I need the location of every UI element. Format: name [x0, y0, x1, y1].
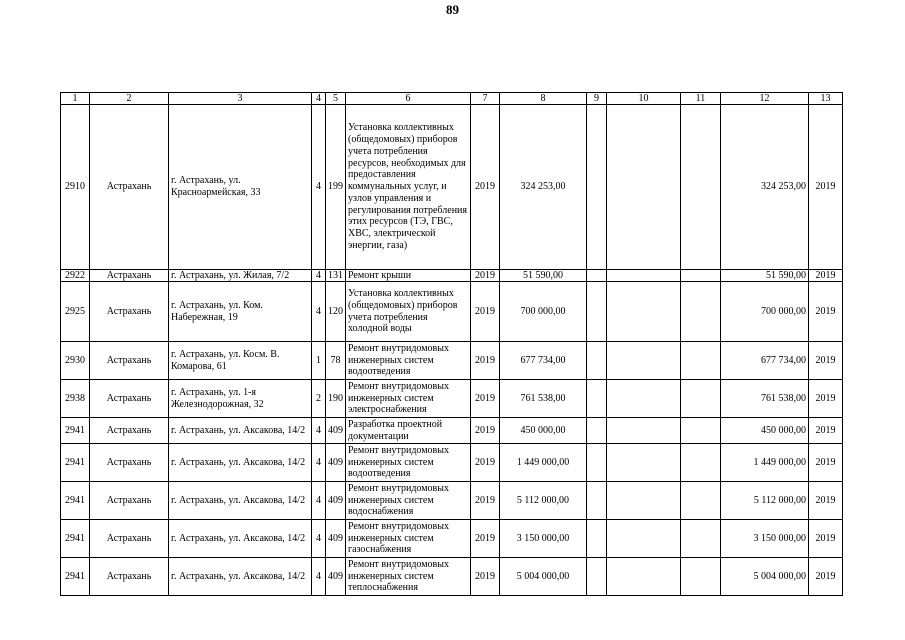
cost: 761 538,00	[500, 380, 587, 418]
address: г. Астрахань, ул. 1-я Железнодорожная, 32	[169, 380, 312, 418]
address: г. Астрахань, ул. Аксакова, 14/2	[169, 482, 312, 520]
work-type: Ремонт внутридомовых инженерных систем теплоснабжения	[346, 558, 471, 596]
total: 677 734,00	[721, 342, 809, 380]
column-header: 5	[326, 93, 346, 105]
city: Астрахань	[90, 558, 169, 596]
col9-value	[587, 270, 607, 282]
capital-repair-table	[60, 92, 843, 596]
cost: 1 449 000,00	[500, 444, 587, 482]
col5-value: 190	[326, 380, 346, 418]
year: 2019	[471, 418, 500, 444]
col10-value	[607, 558, 681, 596]
table-row	[61, 282, 843, 342]
object-id: 2925	[61, 282, 90, 342]
cost: 450 000,00	[500, 418, 587, 444]
floors: 4	[312, 558, 326, 596]
floors: 4	[312, 444, 326, 482]
column-header: 4	[312, 93, 326, 105]
table-row	[61, 482, 843, 520]
city: Астрахань	[90, 520, 169, 558]
work-type: Разработка проектной документации	[346, 418, 471, 444]
year-end: 2019	[809, 418, 843, 444]
year-end: 2019	[809, 342, 843, 380]
cost: 3 150 000,00	[500, 520, 587, 558]
table-row	[61, 342, 843, 380]
col10-value	[607, 282, 681, 342]
column-header: 1	[61, 93, 90, 105]
cost: 5 112 000,00	[500, 482, 587, 520]
page-number: 89	[446, 2, 459, 17]
object-id: 2941	[61, 482, 90, 520]
total: 324 253,00	[721, 105, 809, 270]
table-row	[61, 105, 843, 270]
col10-value	[607, 105, 681, 270]
total: 700 000,00	[721, 282, 809, 342]
object-id: 2922	[61, 270, 90, 282]
object-id: 2941	[61, 418, 90, 444]
address: г. Астрахань, ул. Аксакова, 14/2	[169, 558, 312, 596]
object-id: 2910	[61, 105, 90, 270]
col9-value	[587, 342, 607, 380]
work-type: Ремонт внутридомовых инженерных систем электроснабжения	[346, 380, 471, 418]
year-end: 2019	[809, 444, 843, 482]
year: 2019	[471, 380, 500, 418]
header-row	[61, 93, 843, 105]
work-type: Ремонт внутридомовых инженерных систем газоснабжения	[346, 520, 471, 558]
object-id: 2941	[61, 520, 90, 558]
year-end: 2019	[809, 520, 843, 558]
column-header: 8	[500, 93, 587, 105]
total: 450 000,00	[721, 418, 809, 444]
col9-value	[587, 558, 607, 596]
column-header: 6	[346, 93, 471, 105]
address: г. Астрахань, ул. Аксакова, 14/2	[169, 520, 312, 558]
column-header: 12	[721, 93, 809, 105]
year-end: 2019	[809, 558, 843, 596]
col5-value: 131	[326, 270, 346, 282]
floors: 4	[312, 282, 326, 342]
column-header: 7	[471, 93, 500, 105]
cost: 677 734,00	[500, 342, 587, 380]
floors: 4	[312, 270, 326, 282]
col9-value	[587, 444, 607, 482]
floors: 4	[312, 482, 326, 520]
city: Астрахань	[90, 105, 169, 270]
work-type: Ремонт внутридомовых инженерных систем водоотведения	[346, 444, 471, 482]
work-type: Ремонт крыши	[346, 270, 471, 282]
table-row	[61, 270, 843, 282]
column-header: 11	[681, 93, 721, 105]
city: Астрахань	[90, 270, 169, 282]
city: Астрахань	[90, 444, 169, 482]
col9-value	[587, 282, 607, 342]
total: 51 590,00	[721, 270, 809, 282]
table-row	[61, 380, 843, 418]
cost: 700 000,00	[500, 282, 587, 342]
address: г. Астрахань, ул. Аксакова, 14/2	[169, 418, 312, 444]
year: 2019	[471, 270, 500, 282]
address: г. Астрахань, ул. Косм. В. Комарова, 61	[169, 342, 312, 380]
col11-value	[681, 380, 721, 418]
column-header: 3	[169, 93, 312, 105]
work-type: Ремонт внутридомовых инженерных систем водоснабжения	[346, 482, 471, 520]
floors: 4	[312, 520, 326, 558]
object-id: 2941	[61, 444, 90, 482]
year: 2019	[471, 482, 500, 520]
col5-value: 409	[326, 444, 346, 482]
col9-value	[587, 380, 607, 418]
col11-value	[681, 270, 721, 282]
col10-value	[607, 444, 681, 482]
city: Астрахань	[90, 482, 169, 520]
city: Астрахань	[90, 380, 169, 418]
year-end: 2019	[809, 105, 843, 270]
year: 2019	[471, 520, 500, 558]
cost: 324 253,00	[500, 105, 587, 270]
table-row	[61, 444, 843, 482]
col11-value	[681, 282, 721, 342]
city: Астрахань	[90, 418, 169, 444]
address: г. Астрахань, ул. Ком. Набережная, 19	[169, 282, 312, 342]
table-row	[61, 520, 843, 558]
total: 5 112 000,00	[721, 482, 809, 520]
col10-value	[607, 342, 681, 380]
floors: 2	[312, 380, 326, 418]
col9-value	[587, 482, 607, 520]
year: 2019	[471, 105, 500, 270]
col5-value: 199	[326, 105, 346, 270]
total: 761 538,00	[721, 380, 809, 418]
col9-value	[587, 105, 607, 270]
total: 1 449 000,00	[721, 444, 809, 482]
col5-value: 409	[326, 482, 346, 520]
col10-value	[607, 482, 681, 520]
year: 2019	[471, 282, 500, 342]
year: 2019	[471, 444, 500, 482]
col11-value	[681, 444, 721, 482]
year-end: 2019	[809, 282, 843, 342]
col11-value	[681, 105, 721, 270]
floors: 4	[312, 105, 326, 270]
col9-value	[587, 520, 607, 558]
column-header: 10	[607, 93, 681, 105]
total: 5 004 000,00	[721, 558, 809, 596]
column-header: 2	[90, 93, 169, 105]
floors: 4	[312, 418, 326, 444]
work-type: Ремонт внутридомовых инженерных систем водоотведения	[346, 342, 471, 380]
city: Астрахань	[90, 342, 169, 380]
column-header: 9	[587, 93, 607, 105]
work-type: Установка коллективных (общедомовых) приборов учета потребления ресурсов, необходимых для предоставления коммунальных услуг, и узлов управления и регулирования потребления этих ресурсов (ТЭ, ГВС, ХВС, электрической энергии, газа)	[346, 105, 471, 270]
col11-value	[681, 342, 721, 380]
city: Астрахань	[90, 282, 169, 342]
col10-value	[607, 520, 681, 558]
object-id: 2938	[61, 380, 90, 418]
col5-value: 409	[326, 520, 346, 558]
col9-value	[587, 418, 607, 444]
floors: 1	[312, 342, 326, 380]
col5-value: 409	[326, 558, 346, 596]
table-row	[61, 558, 843, 596]
col5-value: 409	[326, 418, 346, 444]
year-end: 2019	[809, 270, 843, 282]
cost: 51 590,00	[500, 270, 587, 282]
year-end: 2019	[809, 482, 843, 520]
address: г. Астрахань, ул. Красноармейская, 33	[169, 105, 312, 270]
address: г. Астрахань, ул. Аксакова, 14/2	[169, 444, 312, 482]
col10-value	[607, 380, 681, 418]
col11-value	[681, 558, 721, 596]
cost: 5 004 000,00	[500, 558, 587, 596]
year-end: 2019	[809, 380, 843, 418]
col10-value	[607, 270, 681, 282]
col11-value	[681, 482, 721, 520]
col5-value: 120	[326, 282, 346, 342]
object-id: 2930	[61, 342, 90, 380]
total: 3 150 000,00	[721, 520, 809, 558]
year: 2019	[471, 558, 500, 596]
column-header: 13	[809, 93, 843, 105]
table-row	[61, 418, 843, 444]
col11-value	[681, 520, 721, 558]
work-type: Установка коллективных (общедомовых) приборов учета потребления холодной воды	[346, 282, 471, 342]
object-id: 2941	[61, 558, 90, 596]
col11-value	[681, 418, 721, 444]
col5-value: 78	[326, 342, 346, 380]
col10-value	[607, 418, 681, 444]
address: г. Астрахань, ул. Жилая, 7/2	[169, 270, 312, 282]
year: 2019	[471, 342, 500, 380]
